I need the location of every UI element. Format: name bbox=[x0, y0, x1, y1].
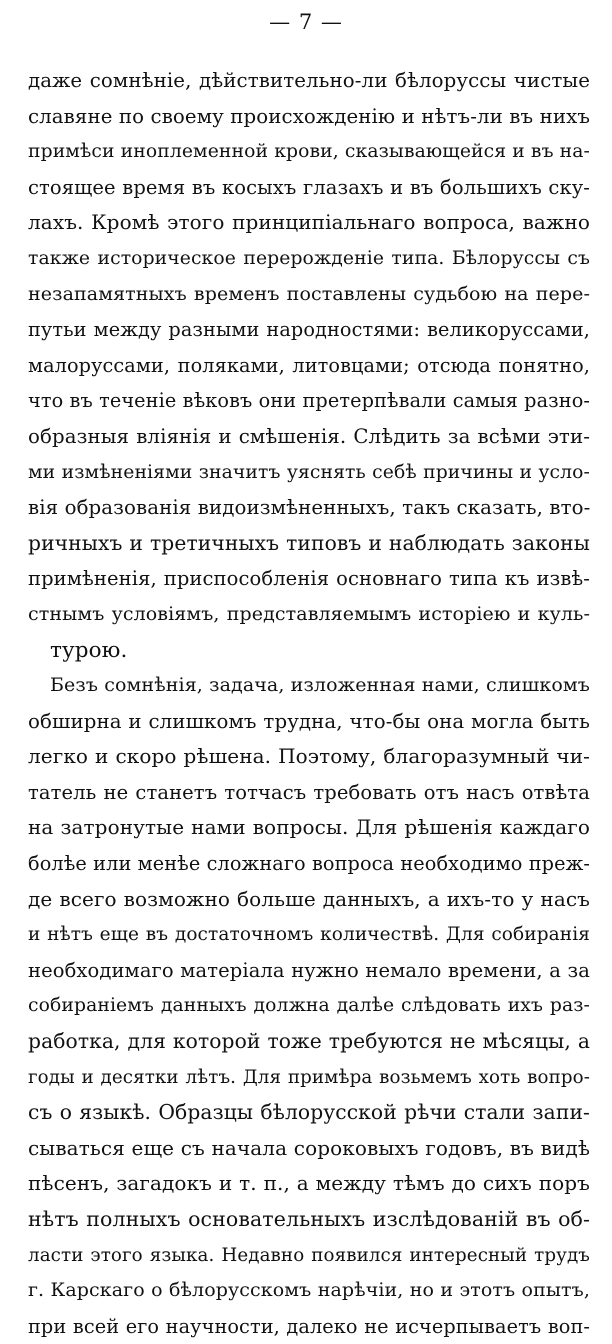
text-line: ми измѣненіями значитъ уяснять себѣ причины и усло- bbox=[28, 461, 590, 483]
text-line: де всего возможно больше данныхъ, а ихъ-то у насъ bbox=[28, 886, 590, 911]
text-line: нѣтъ полныхъ основательныхъ изслѣдованій въ об- bbox=[28, 1207, 590, 1231]
text-line: ричныхъ и третичныхъ типовъ и наблюдать законы bbox=[28, 530, 590, 555]
text-line: пѣсенъ, загадокъ и т. п., а между тѣмъ до сихъ поръ bbox=[28, 1171, 590, 1196]
text-line: стоящее время въ косыхъ глазахъ и въ большихъ ску- bbox=[28, 175, 590, 199]
text-line: что въ теченіе вѣковъ они претерпѣвали самыя разно- bbox=[28, 389, 590, 413]
text-line: съ о языкѣ. Образцы бѣлорусской рѣчи стали запи- bbox=[28, 1100, 590, 1125]
text-line: примѣненія, приспособленія основнаго типа къ извѣ- bbox=[28, 567, 590, 591]
text-line: татель не станетъ тотчасъ требовать отъ насъ отвѣта bbox=[28, 780, 590, 804]
text-line: г. Карскаго о бѣлорусскомъ нарѣчіи, но и этотъ опытъ, bbox=[28, 1279, 590, 1302]
text-line: ласти этого языка. Недавно появился интересный трудъ bbox=[28, 1244, 590, 1266]
text-line: вія образованія видоизмѣненныхъ, такъ сказать, вто- bbox=[28, 496, 590, 520]
text-line: путьи между разными народностями: великоруссами, bbox=[28, 318, 590, 342]
text-line: даже сомнѣніе, дѣйствительно-ли бѣлоруссы чистые bbox=[28, 69, 590, 92]
text-line: собираніемъ данныхъ должна далѣе слѣдовать ихъ раз- bbox=[28, 995, 590, 1017]
text-line: малоруссами, поляками, литовцами; отсюда понятно, bbox=[28, 353, 590, 377]
text-line: легко и скоро рѣшена. Поэтому, благоразумный чи- bbox=[28, 744, 590, 769]
text-line: болѣе или менѣе сложнаго вопроса необходимо преж- bbox=[28, 852, 590, 876]
text-line: годы и десятки лѣтъ. Для примѣра возьмемъ хоть вопро- bbox=[28, 1066, 590, 1088]
body-text bbox=[28, 63, 590, 1344]
text-line: образныя вліянія и смѣшенія. Слѣдить за всѣми эти- bbox=[28, 424, 590, 448]
text-line: примѣси иноплеменной крови, сказывающейся и въ на- bbox=[28, 141, 590, 163]
text-line: лахъ. Кромѣ этого принципіальнаго вопроса, важно bbox=[28, 210, 590, 235]
text-line: славяне по своему происхожденію и нѣтъ-ли въ нихъ bbox=[28, 104, 590, 128]
text-line: и нѣтъ еще въ достаточномъ количествѣ. Для собиранія bbox=[28, 924, 590, 946]
paragraph-start-line: Безъ сомнѣнія, задача, изложенная нами, слишкомъ bbox=[50, 674, 590, 697]
text-line: обширна и слишкомъ трудна, что-бы она могла быть bbox=[28, 709, 590, 733]
text-line: на затронутые нами вопросы. Для рѣшенія каждаго bbox=[28, 815, 590, 840]
page-number: — 7 — bbox=[269, 10, 343, 34]
text-line: необходимаго матеріала нужно немало времени, а за bbox=[28, 958, 590, 982]
text-line: турою. bbox=[50, 637, 128, 663]
text-line: стнымъ условіямъ, представляемымъ исторіею и куль- bbox=[28, 602, 590, 625]
text-line: также историческое перерожденіе типа. Бѣлоруссы съ bbox=[28, 247, 590, 269]
text-line: сываться еще съ начала сороковыхъ годовъ, въ видѣ bbox=[28, 1135, 590, 1160]
text-line: работка, для которой тоже требуются не мѣсяцы, а bbox=[28, 1029, 590, 1054]
text-line: незапамятныхъ временъ поставлены судьбою на пере- bbox=[28, 282, 590, 305]
text-line: при всей его научности, далеко не исчерпываетъ воп- bbox=[28, 1314, 590, 1338]
